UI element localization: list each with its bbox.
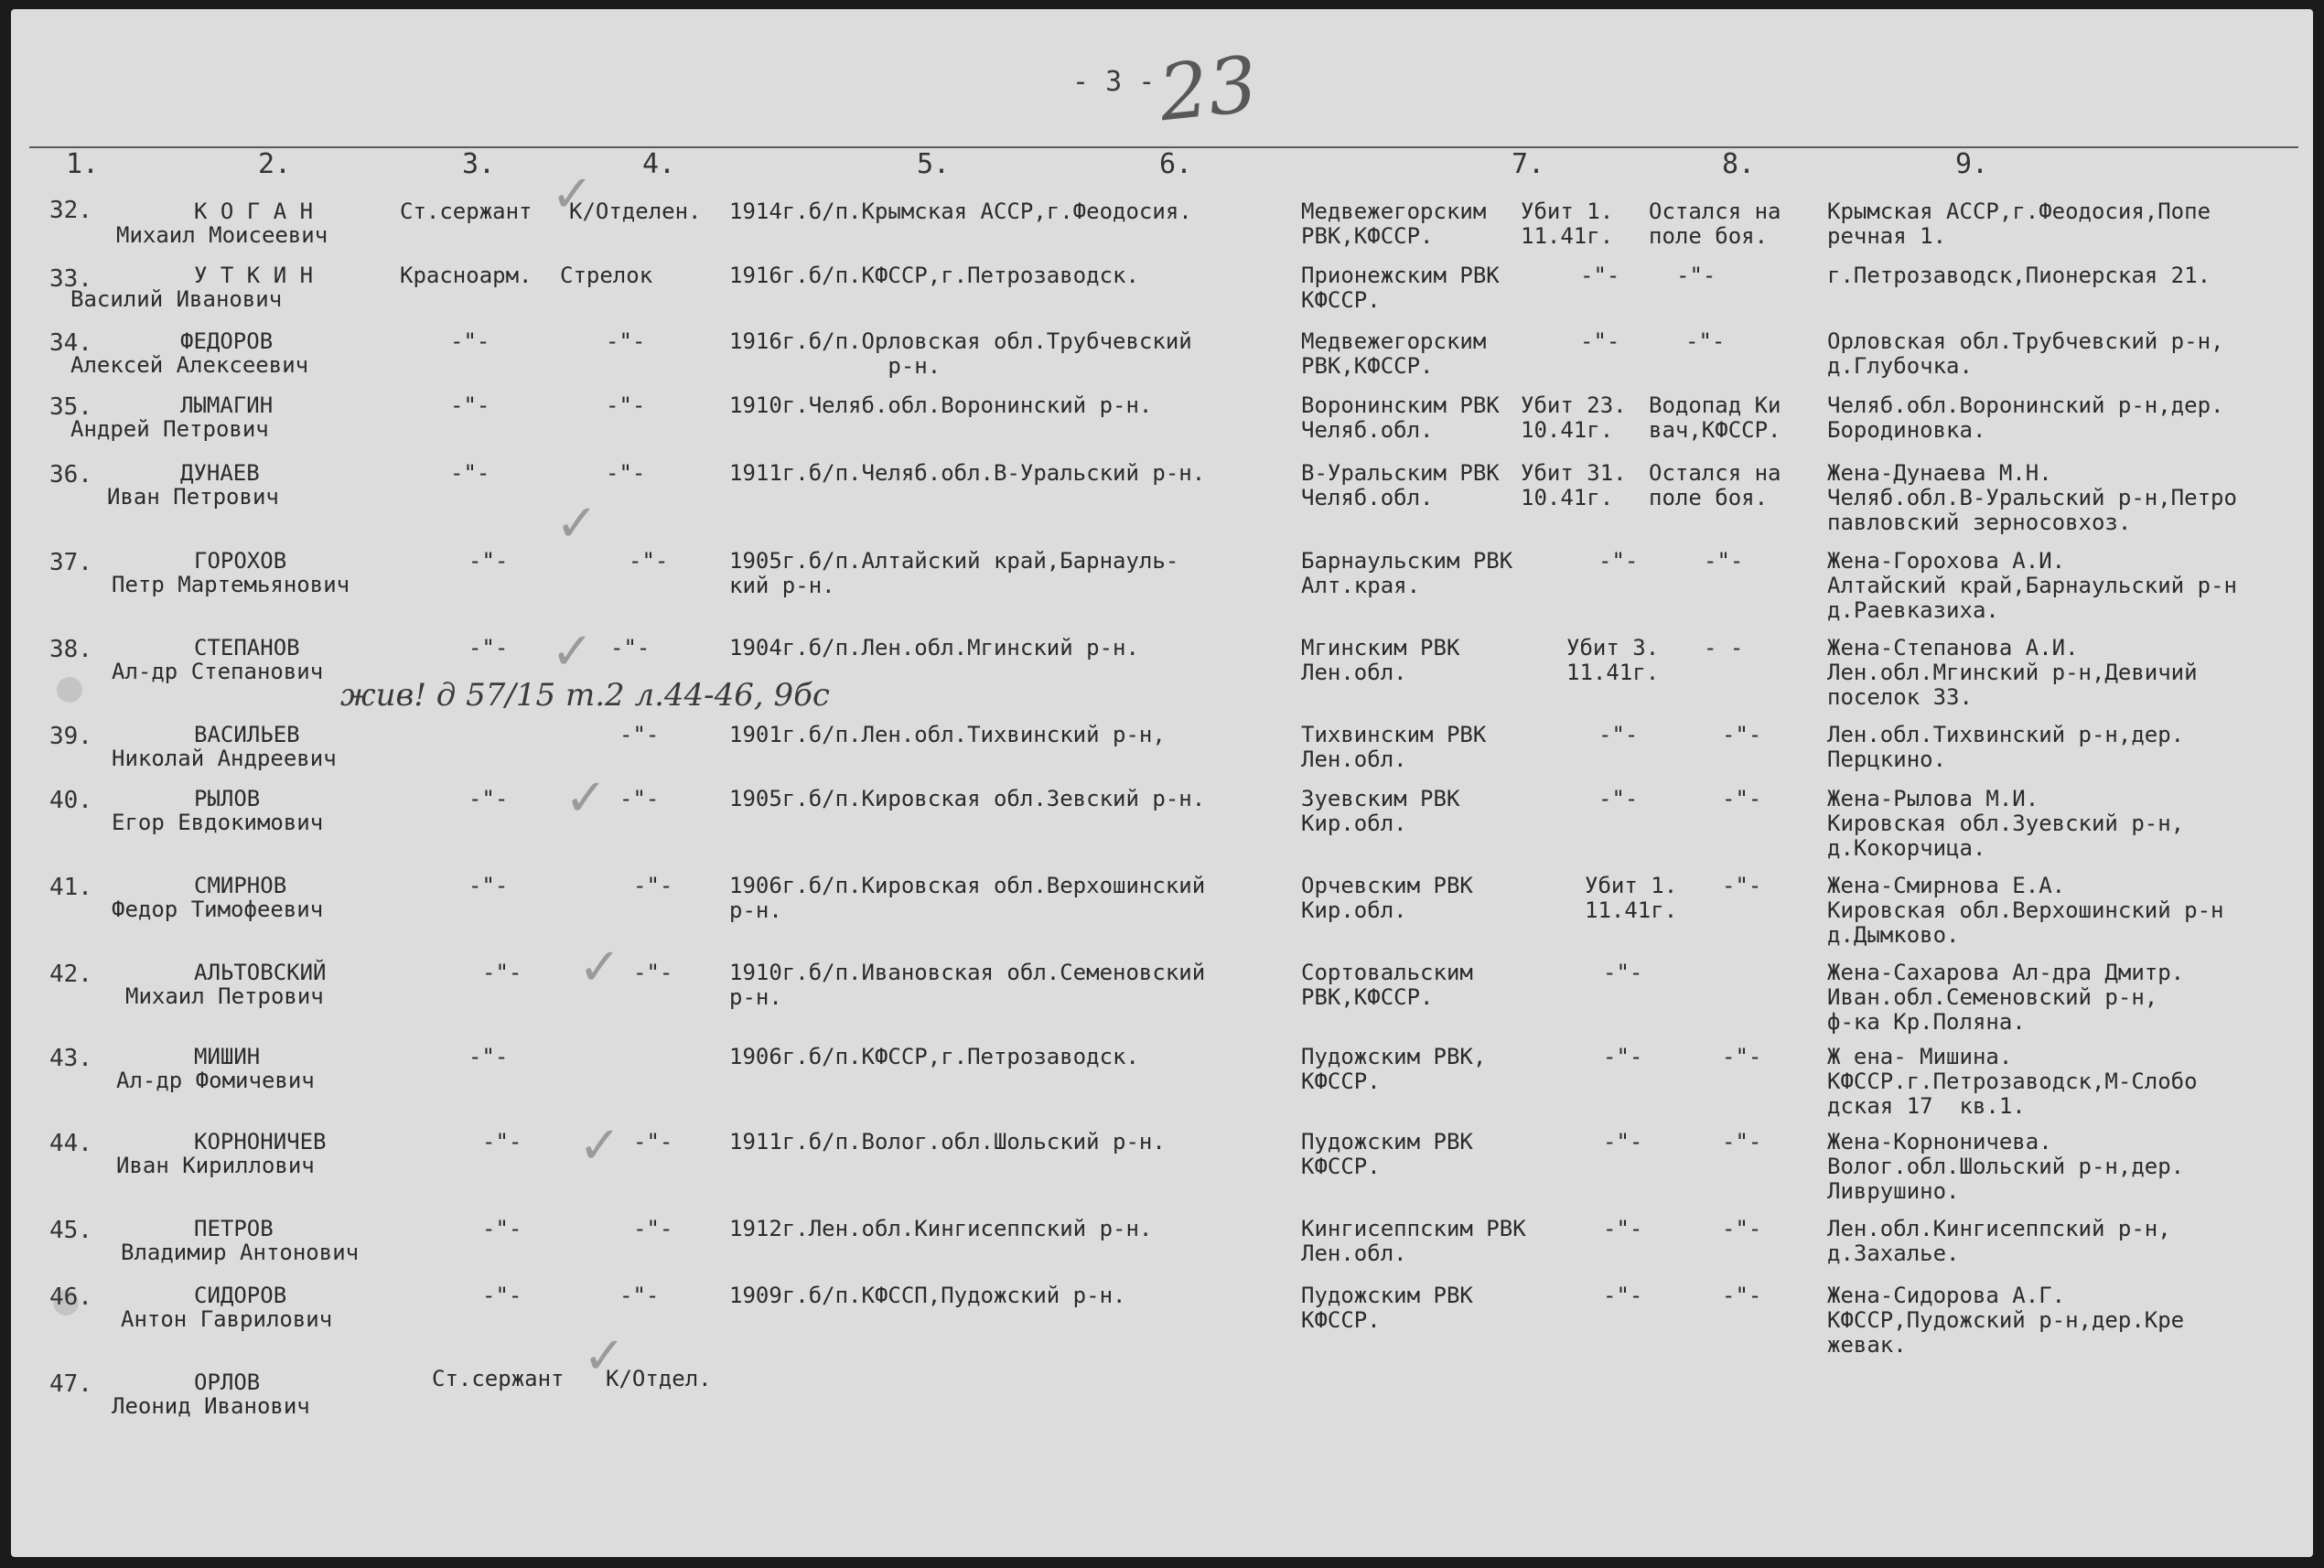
rank: -"- xyxy=(468,548,509,574)
surname: ПЕТРОВ xyxy=(194,1216,274,1241)
relative-address: Орловская обл.Трубчевский р-н, д.Глубочка. xyxy=(1827,328,2224,379)
position: -"- xyxy=(610,635,651,660)
surname: ЛЫМАГИН xyxy=(180,392,274,418)
conscription-office: Орчевским РВК Кир.обл. xyxy=(1301,873,1473,923)
check-mark-icon: ✓ xyxy=(578,938,621,997)
fate: -"- xyxy=(1603,1129,1643,1155)
burial-place: - - xyxy=(1704,635,1744,660)
check-mark-icon: ✓ xyxy=(551,165,594,224)
punch-hole-1 xyxy=(57,677,82,703)
surname: СМИРНОВ xyxy=(194,873,287,898)
relative-address: Жена-Сахарова Ал-дра Дмитр. Иван.обл.Семеновский р-н, ф-ка Кр.Поляна. xyxy=(1827,960,2185,1035)
fate: Убит 3. 11.41г. xyxy=(1566,635,1660,685)
relative-address: Челяб.обл.Воронинский р-н,дер. Бородиновка. xyxy=(1827,392,2224,443)
column-header-6: 6. xyxy=(1159,148,1193,180)
relative-address: Жена-Корноничева. Волог.обл.Шольский р-н,дер. Ливрушино. xyxy=(1827,1129,2185,1204)
birth-info: 1916г.б/п.КФССР,г.Петрозаводск. xyxy=(729,263,1139,288)
given-name: Алексей Алексеевич xyxy=(70,352,309,378)
relative-address: Жена-Горохова А.И. Алтайский край,Барнаульский р-н д.Раевказиха. xyxy=(1827,548,2237,623)
relative-address: Лен.обл.Кингисеппский р-н, д.Захалье. xyxy=(1827,1216,2171,1266)
row-number: 47. xyxy=(49,1370,92,1398)
birth-info: 1906г.б/п.КФССР,г.Петрозаводск. xyxy=(729,1044,1139,1069)
row-number: 46. xyxy=(49,1283,92,1311)
row-number: 32. xyxy=(49,197,92,224)
conscription-office: В-Уральским РВК Челяб.обл. xyxy=(1301,460,1500,510)
position: -"- xyxy=(606,328,646,354)
relative-address: Лен.обл.Тихвинский р-н,дер. Перцкино. xyxy=(1827,722,2185,772)
fate: -"- xyxy=(1580,263,1620,288)
birth-info: 1901г.б/п.Лен.обл.Тихвинский р-н, xyxy=(729,722,1166,747)
rank: -"- xyxy=(468,635,509,660)
fate: -"- xyxy=(1603,1216,1643,1241)
given-name: Николай Андреевич xyxy=(112,746,337,771)
column-header-4: 4. xyxy=(642,148,676,180)
position: -"- xyxy=(619,722,660,747)
birth-info: 1909г.б/п.КФССП,Пудожский р-н. xyxy=(729,1283,1126,1308)
fate: Убит 23. 10.41г. xyxy=(1521,392,1627,443)
position: -"- xyxy=(633,1216,673,1241)
position: К/Отделен. xyxy=(569,199,702,224)
given-name: Петр Мартемьянович xyxy=(112,572,350,597)
burial-place: -"- xyxy=(1704,548,1744,574)
surname: У Т К И Н xyxy=(194,263,314,288)
conscription-office: Медвежегорским РВК,КФССР. xyxy=(1301,328,1487,379)
relative-address: Крымская АССР,г.Феодосия,Попе речная 1. xyxy=(1827,199,2211,249)
relative-address: Ж ена- Мишина. КФССР.г.Петрозаводск,М-Слобо дская 17 кв.1. xyxy=(1827,1044,2198,1119)
position: -"- xyxy=(633,960,673,985)
conscription-office: Пудожским РВК, КФССР. xyxy=(1301,1044,1487,1094)
position: -"- xyxy=(606,392,646,418)
check-mark-icon: ✓ xyxy=(551,622,594,682)
relative-address: Жена-Степанова А.И. Лен.обл.Мгинский р-н,Девичий поселок 33. xyxy=(1827,635,2198,710)
fate: Убит 31. 10.41г. xyxy=(1521,460,1627,510)
position: Стрелок xyxy=(560,263,653,288)
column-header-9: 9. xyxy=(1955,148,1989,180)
surname: СИДОРОВ xyxy=(194,1283,287,1308)
birth-info: 1905г.б/п.Кировская обл.Зевский р-н. xyxy=(729,786,1206,811)
fate: -"- xyxy=(1580,328,1620,354)
birth-info: 1910г.Челяб.обл.Воронинский р-н. xyxy=(729,392,1153,418)
birth-info: 1904г.б/п.Лен.обл.Мгинский р-н. xyxy=(729,635,1139,660)
check-mark-icon: ✓ xyxy=(578,1116,621,1176)
conscription-office: Сортовальским РВК,КФССР. xyxy=(1301,960,1473,1010)
birth-info: 1911г.б/п.Волог.обл.Шольский р-н. xyxy=(729,1129,1166,1155)
position: -"- xyxy=(606,460,646,486)
row-number: 43. xyxy=(49,1045,92,1072)
conscription-office: Пудожским РВК КФССР. xyxy=(1301,1283,1473,1333)
burial-place: -"- xyxy=(1722,1044,1762,1069)
fate: -"- xyxy=(1603,1283,1643,1308)
check-mark-icon: ✓ xyxy=(555,494,598,553)
check-mark-icon: ✓ xyxy=(565,768,608,828)
position: -"- xyxy=(619,1283,660,1308)
conscription-office: Барнаульским РВК Алт.края. xyxy=(1301,548,1513,598)
given-name: Михаил Моисеевич xyxy=(116,222,328,248)
position: -"- xyxy=(633,873,673,898)
burial-place: Остался на поле боя. xyxy=(1649,199,1781,249)
conscription-office: Прионежским РВК КФССР. xyxy=(1301,263,1500,313)
given-name: Федор Тимофеевич xyxy=(112,897,324,922)
row-number: 44. xyxy=(49,1130,92,1157)
column-header-2: 2. xyxy=(258,148,292,180)
fate: Убит 1. 11.41г. xyxy=(1585,873,1678,923)
given-name: Владимир Антонович xyxy=(121,1240,360,1265)
burial-place: -"- xyxy=(1722,873,1762,898)
rank: -"- xyxy=(482,1216,522,1241)
burial-place: -"- xyxy=(1722,1283,1762,1308)
relative-address: Жена-Сидорова А.Г. КФССР,Пудожский р-н,дер.Кре жевак. xyxy=(1827,1283,2185,1358)
birth-info: 1905г.б/п.Алтайский край,Барнауль- кий р-н. xyxy=(729,548,1179,598)
rank: -"- xyxy=(482,1283,522,1308)
row-number: 42. xyxy=(49,961,92,988)
position: -"- xyxy=(629,548,669,574)
row-number: 40. xyxy=(49,787,92,814)
page-number: - 3 - xyxy=(1072,66,1156,98)
conscription-office: Пудожским РВК КФССР. xyxy=(1301,1129,1473,1179)
given-name: Егор Евдокимович xyxy=(112,810,324,835)
surname: К О Г А Н xyxy=(194,199,314,224)
document-sheet xyxy=(11,9,2313,1557)
birth-info: 1910г.б/п.Ивановская обл.Семеновский р-н. xyxy=(729,960,1206,1010)
position: К/Отдел. xyxy=(606,1366,712,1391)
given-name: Ал-др Фомичевич xyxy=(116,1068,315,1093)
column-header-7: 7. xyxy=(1512,148,1545,180)
fate: -"- xyxy=(1598,786,1639,811)
conscription-office: Воронинским РВК Челяб.обл. xyxy=(1301,392,1500,443)
given-name: Леонид Иванович xyxy=(112,1393,310,1419)
birth-info: 1912г.Лен.обл.Кингисеппский р-н. xyxy=(729,1216,1153,1241)
burial-place: Остался на поле боя. xyxy=(1649,460,1781,510)
rank: -"- xyxy=(468,786,509,811)
burial-place: -"- xyxy=(1685,328,1726,354)
position: -"- xyxy=(633,1129,673,1155)
rank: -"- xyxy=(450,392,490,418)
rank: Ст.сержант xyxy=(400,199,533,224)
surname: ВАСИЛЬЕВ xyxy=(194,722,300,747)
given-name: Михаил Петрович xyxy=(125,983,324,1009)
rank: -"- xyxy=(482,960,522,985)
rank: -"- xyxy=(450,460,490,486)
birth-info: 1914г.б/п.Крымская АССР,г.Феодосия. xyxy=(729,199,1192,224)
given-name: Иван Петрович xyxy=(107,484,279,510)
fate: Убит 1. 11.41г. xyxy=(1521,199,1614,249)
given-name: Антон Гаврилович xyxy=(121,1306,333,1332)
surname: РЫЛОВ xyxy=(194,786,261,811)
fate: -"- xyxy=(1598,722,1639,747)
row-number: 45. xyxy=(49,1217,92,1244)
rank: Ст.сержант xyxy=(432,1366,565,1391)
rank: Красноарм. xyxy=(400,263,533,288)
handwritten-annotation: жив! д 57/15 т.2 л.44-46, 9бс xyxy=(340,677,830,714)
column-header-8: 8. xyxy=(1722,148,1756,180)
burial-place: -"- xyxy=(1722,722,1762,747)
relative-address: г.Петрозаводск,Пионерская 21. xyxy=(1827,263,2211,288)
column-header-1: 1. xyxy=(66,148,100,180)
conscription-office: Медвежегорским РВК,КФССР. xyxy=(1301,199,1487,249)
surname: СТЕПАНОВ xyxy=(194,635,300,660)
given-name: Андрей Петрович xyxy=(70,416,269,442)
check-mark-icon: ✓ xyxy=(583,1326,626,1386)
conscription-office: Тихвинским РВК Лен.обл. xyxy=(1301,722,1487,772)
row-number: 34. xyxy=(49,329,92,357)
given-name: Ал-др Степанович xyxy=(112,659,324,684)
relative-address: Жена-Смирнова Е.А. Кировская обл.Верхошинский р-н д.Дымково. xyxy=(1827,873,2224,948)
fate: -"- xyxy=(1603,960,1643,985)
rank: -"- xyxy=(450,328,490,354)
fate: -"- xyxy=(1598,548,1639,574)
conscription-office: Зуевским РВК Кир.обл. xyxy=(1301,786,1460,836)
row-number: 35. xyxy=(49,393,92,421)
relative-address: Жена-Дунаева М.Н. Челяб.обл.В-Уральский р-н,Петро павловский зерносовхоз. xyxy=(1827,460,2237,535)
given-name: Иван Кириллович xyxy=(116,1153,315,1178)
conscription-office: Кингисеппским РВК Лен.обл. xyxy=(1301,1216,1526,1266)
burial-place: -"- xyxy=(1722,1216,1762,1241)
surname: ГОРОХОВ xyxy=(194,548,287,574)
position: -"- xyxy=(619,786,660,811)
birth-info: 1911г.б/п.Челяб.обл.В-Уральский р-н. xyxy=(729,460,1206,486)
surname: АЛЬТОВСКИЙ xyxy=(194,960,327,985)
burial-place: -"- xyxy=(1676,263,1716,288)
surname: ОРЛОВ xyxy=(194,1369,261,1395)
row-number: 36. xyxy=(49,461,92,489)
given-name: Василий Иванович xyxy=(70,286,283,312)
conscription-office: Мгинским РВК Лен.обл. xyxy=(1301,635,1460,685)
column-header-5: 5. xyxy=(917,148,951,180)
burial-place: -"- xyxy=(1722,786,1762,811)
rank: -"- xyxy=(468,873,509,898)
rank: -"- xyxy=(482,1129,522,1155)
surname: ФЕДОРОВ xyxy=(180,328,274,354)
surname: КОРНОНИЧЕВ xyxy=(194,1129,327,1155)
row-number: 41. xyxy=(49,874,92,901)
relative-address: Жена-Рылова М.И. Кировская обл.Зуевский р-н, д.Кокорчица. xyxy=(1827,786,2185,861)
rank: -"- xyxy=(468,1044,509,1069)
birth-info: 1906г.б/п.Кировская обл.Верхошинский р-н. xyxy=(729,873,1206,923)
column-header-3: 3. xyxy=(462,148,496,180)
row-number: 38. xyxy=(49,636,92,663)
row-number: 37. xyxy=(49,549,92,576)
burial-place: -"- xyxy=(1722,1129,1762,1155)
birth-info: 1916г.б/п.Орловская обл.Трубчевский р-н. xyxy=(729,328,1192,379)
handwritten-page-number: 23 xyxy=(1155,38,1262,139)
burial-place: Водопад Ки вач,КФССР. xyxy=(1649,392,1781,443)
fate: -"- xyxy=(1603,1044,1643,1069)
row-number: 33. xyxy=(49,265,92,293)
surname: МИШИН xyxy=(194,1044,261,1069)
surname: ДУНАЕВ xyxy=(180,460,260,486)
row-number: 39. xyxy=(49,723,92,750)
